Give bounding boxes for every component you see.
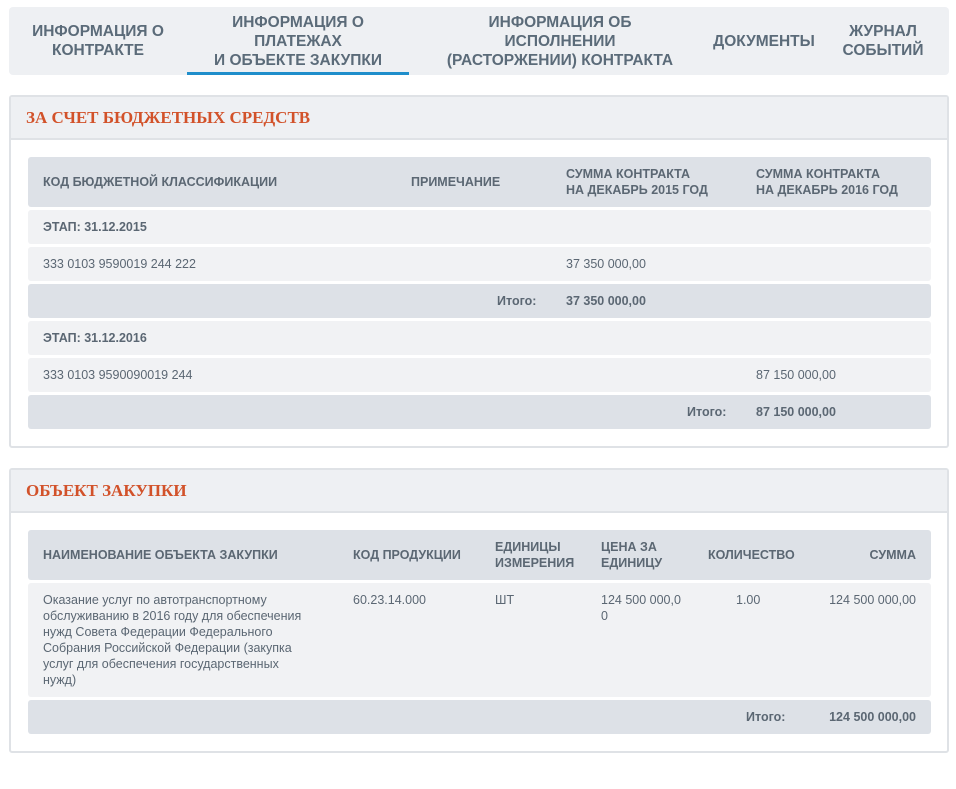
tab-label: ИНФОРМАЦИЯ О ПЛАТЕЖАХ	[232, 13, 364, 50]
header-price: ЦЕНА ЗА ЕДИНИЦУ	[601, 540, 663, 570]
tab-label: ИНФОРМАЦИЯ О	[32, 23, 164, 40]
stage-row	[28, 210, 931, 244]
header-qty: КОЛИЧЕСТВО	[708, 548, 795, 562]
header-sum-2016: СУММА КОНТРАКТА НА ДЕКАБРЬ 2016 ГОД	[756, 167, 898, 197]
header-name: НАИМЕНОВАНИЕ ОБЪЕКТА ЗАКУПКИ	[43, 548, 278, 562]
tab-bar	[9, 7, 949, 75]
header-unit: ЕДИНИЦЫ ИЗМЕРЕНИЯ	[495, 540, 575, 570]
sum-2015-value: 37 350 000,00	[566, 257, 646, 271]
item-qty: 1.00	[736, 593, 761, 607]
stage-label: ЭТАП: 31.12.2016	[43, 331, 147, 345]
table-row	[28, 358, 931, 392]
panel-title: ОБЪЕКТ ЗАКУПКИ	[11, 470, 947, 513]
tab-label: КОНТРАКТЕ	[51, 42, 144, 59]
stage-label: ЭТАП: 31.12.2015	[43, 220, 147, 234]
item-name: Оказание услуг по автотранспортному обслуживанию в 2016 году для обеспечения нужд Совета Федерации Федерального Собрания Российской Федерации (закупка услуг для обеспечения государственных нужд)	[43, 593, 302, 687]
kbk-value: 333 0103 9590019 244 222	[43, 257, 196, 271]
panel-title: ЗА СЧЕТ БЮДЖЕТНЫХ СРЕДСТВ	[11, 97, 947, 140]
total-value: 37 350 000,00	[566, 294, 646, 308]
tab-label: СОБЫТИЙ	[842, 42, 924, 59]
tab-label: ДОКУМЕНТЫ	[713, 32, 815, 50]
tab-label: И ОБЪЕКТЕ ЗАКУПКИ	[214, 51, 382, 69]
total-row	[28, 700, 931, 734]
header-code: КОД ПРОДУКЦИИ	[353, 548, 461, 562]
total-value: 124 500 000,00	[829, 710, 916, 724]
total-label: Итого:	[746, 710, 786, 724]
tab-contract-info[interactable]	[27, 7, 169, 75]
total-label: Итого:	[687, 405, 727, 419]
purchase-panel	[9, 468, 949, 753]
tab-label: (РАСТОРЖЕНИИ) КОНТРАКТА	[446, 51, 674, 69]
tab-payments-and-object[interactable]	[187, 7, 409, 75]
tab-label: ЖУРНАЛ	[849, 23, 917, 40]
tab-label: ИНФОРМАЦИЯ ОБ ИСПОЛНЕНИИ	[488, 13, 632, 50]
total-label: Итого:	[497, 294, 537, 308]
table-header	[28, 157, 931, 207]
total-value: 87 150 000,00	[756, 405, 836, 419]
item-sum: 124 500 000,00	[829, 593, 916, 607]
budget-panel	[9, 95, 949, 448]
total-row	[28, 395, 931, 429]
item-unit: ШТ	[495, 593, 515, 607]
table-header	[28, 530, 931, 580]
table-row	[28, 583, 931, 697]
header-sum-2015: СУММА КОНТРАКТА НА ДЕКАБРЬ 2015 ГОД	[566, 167, 708, 197]
header-sum: СУММА	[869, 548, 916, 562]
kbk-value: 333 0103 9590090019 244	[43, 368, 193, 382]
tab-execution-info[interactable]	[431, 7, 689, 75]
header-kbk: КОД БЮДЖЕТНОЙ КЛАССИФИКАЦИИ	[43, 175, 278, 189]
item-price: 124 500 000,0 0	[601, 593, 681, 623]
tab-documents[interactable]	[709, 7, 819, 75]
total-row	[28, 284, 931, 318]
item-code: 60.23.14.000	[353, 593, 426, 607]
tab-event-log[interactable]	[837, 7, 929, 75]
sum-2016-value: 87 150 000,00	[756, 368, 836, 382]
stage-row	[28, 321, 931, 355]
table-row	[28, 247, 931, 281]
header-note: ПРИМЕЧАНИЕ	[411, 175, 501, 189]
